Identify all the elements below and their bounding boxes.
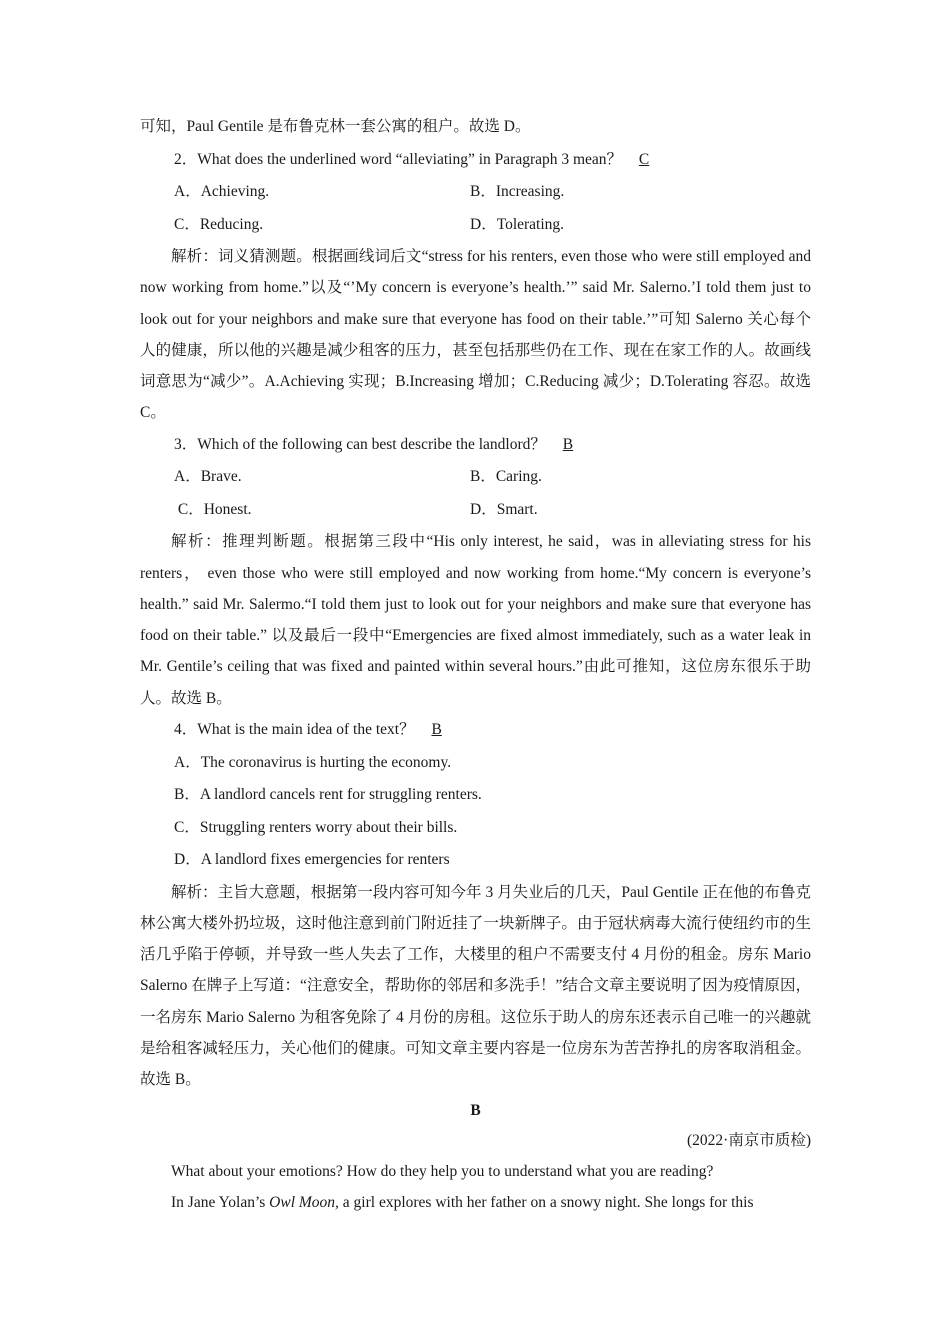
question-4-answer: B [431,721,442,739]
question-3 [140,429,811,462]
question-4-explanation [140,877,811,1096]
question-4-text: 4．What is the main idea of the text？ [174,721,415,739]
book-title: Owl Moon, [269,1193,339,1211]
passage-rest: a girl explores with her father on a snowy night. She longs for this [338,1193,754,1211]
passage-prefix: In Jane Yolan’s [171,1193,270,1211]
question-3-text: 3．Which of the following can best describe the landlord？ [174,435,546,453]
question-3-answer: B [562,435,574,453]
q4-option-d: D．A landlord fixes emergencies for renters [174,851,450,869]
q3-option-a: A．Brave. [174,468,242,486]
q3-option-d: D．Smart. [470,500,538,518]
source-note: (2022·南京市质检) [687,1131,811,1149]
question-4 [140,714,811,747]
q2-option-c: C．Reducing. [174,215,264,233]
question-2-explanation [140,241,811,429]
q3-explanation-text: 推理判断题。根据第三段中“His only interest, he said，was in alleviating stress for his renters， even those who were still employed and now working from home.“My concern is everyone’s health.” said Mr. Salermo.“I told them just to look out for your neighbors and make sure that everyone has food on their table.” 以及最后一段中“Emergencies are fixed almost immediately, such as a water leak in Mr. Gentile’s ceiling that was fixed and painted within several hours.”由此可推知，这位房东很乐于助人。故选 B。 [140,533,811,707]
q4-explanation-text: 主旨大意题，根据第一段内容可知今年 3 月失业后的几天，Paul Gentile 正在他的布鲁克林公寓大楼外扔垃圾，这时他注意到前门附近挂了一块新牌子。由于冠状病毒大流行使纽约市的生活几乎陷于停顿，并导致一些人失去了工作，大楼里的租户不需要支付 4 月份的租金。房东 Mario Salerno 在牌子上写道：“注意安全，帮助你的邻居和多洗手！”结合文章主要说明了因为疫情原因，一名房东 Mario Salerno 为租客免除了 4 月份的房租。这位乐于助人的房东还表示自己唯一的兴趣就是给租客减轻压力，关心他们的健康。可知文章主要内容是一位房东为苦苦挣扎的房客取消租金。故选 B。 [140,883,811,1089]
q2-explanation-label: 解析： [171,248,218,265]
q2-explanation-text: 词义猜测题。根据画线词后文“stress for his renters, even those who were still employed and now working from home.”以及“’My concern is everyone’s health.’” said Mr. Salerno.’I told them just to look out for your neighbors and make sure that everyone has food on their table.’”可知 Salerno 关心每个人的健康，所以他的兴趣是减少租客的压力，甚至包括那些仍在工作、现在在家工作的人。故画线词意思为“减少”。A.Achieving 实现；B.Increasing 增加；C.Reducing 减少；D.Tolerating 容忍。故选 C。 [140,248,811,422]
question-3-options-row-1 [140,461,811,494]
q4-option-b: B．A landlord cancels rent for struggling renters. [174,786,482,804]
question-2-answer: C [638,150,650,168]
q2-option-b: B．Increasing. [470,183,565,200]
document-page [140,111,811,1218]
q4-option-a: A．The coronavirus is hurting the economy. [174,753,452,771]
q3-explanation-label: 解析： [171,533,223,551]
section-heading: B [470,1101,481,1119]
q2-option-a: A．Achieving. [174,183,270,200]
question-3-options-row-2 [140,494,811,527]
top-line: 可知，Paul Gentile 是布鲁克林一套公寓的租户。故选 D。 [140,118,531,135]
question-2-options-row-1 [140,176,811,209]
question-2-text: 2．What does the underlined word “alleviating” in Paragraph 3 mean？ [174,150,623,168]
passage-first-line [140,1187,811,1218]
question-2-options-row-2 [140,209,811,242]
q4-explanation-label: 解析： [171,883,218,901]
q3-option-b: B．Caring. [470,468,542,486]
q3-option-c: C．Honest. [174,500,252,518]
passage-intro: What about your emotions? How do they help you to understand what you are reading? [171,1162,714,1180]
q4-option-c: C．Struggling renters worry about their bills. [174,818,458,836]
q2-option-d: D．Tolerating. [470,215,565,233]
question-3-explanation [140,526,811,714]
question-2 [140,144,811,177]
